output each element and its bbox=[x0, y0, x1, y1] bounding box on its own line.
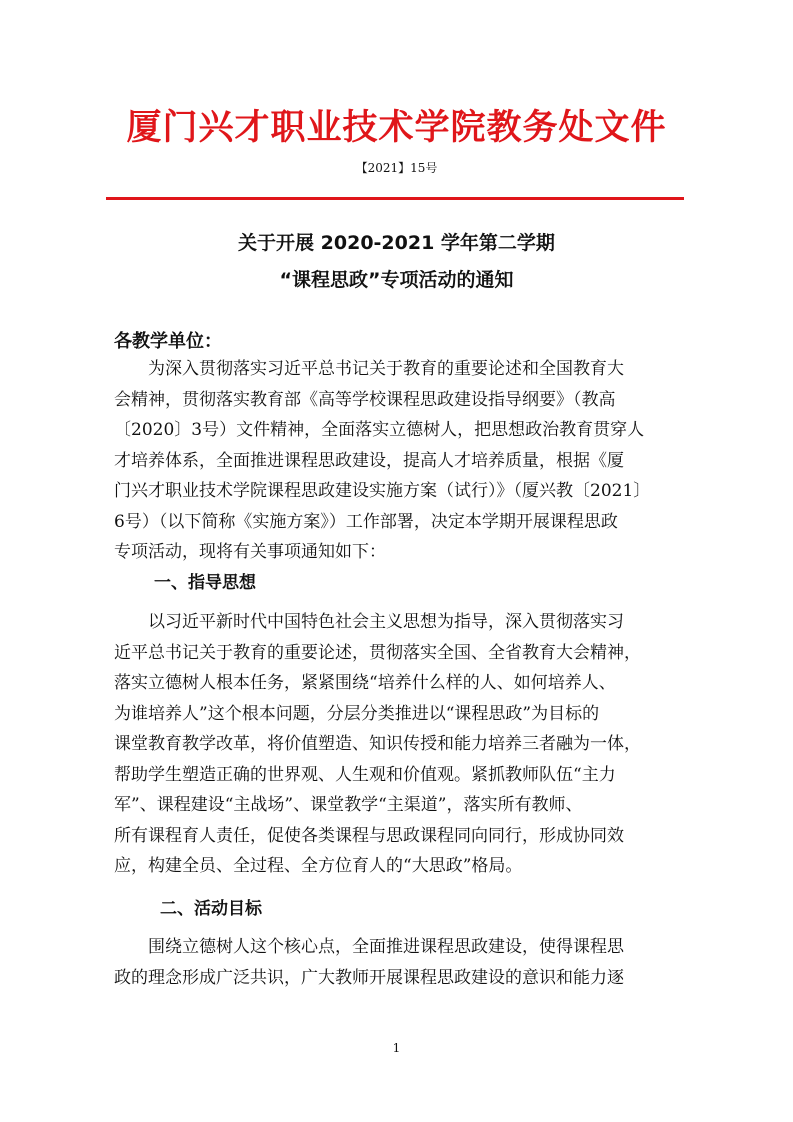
text-line: 应，构建全员、全过程、全方位育人的“大思政”格局。 bbox=[114, 856, 523, 876]
salutation: 各教学单位： bbox=[114, 331, 222, 352]
text-line: 政的理念形成广泛共识，广大教师开展课程思政建设的意识和能力逐 bbox=[114, 967, 624, 988]
text-line: 为谁培养人”这个根本问题，分层分类推进以“课程思政”为目标的 bbox=[114, 703, 600, 724]
guiding-ideology-paragraph bbox=[114, 607, 686, 882]
text-line: 课堂教育教学改革，将价值塑造、知识传授和能力培养三者融为一体， bbox=[114, 734, 641, 754]
text-line: 〔2020〕3号）文件精神，全面落实立德树人，把思想政治教育贯穿人 bbox=[114, 420, 645, 440]
text-line: 军”、课程建设“主战场”、课堂教学“主渠道”，落实所有教师、 bbox=[114, 795, 583, 815]
section-heading-guiding-ideology: 一、指导思想 bbox=[154, 573, 256, 593]
text-line: 专项活动，现将有关事项通知如下： bbox=[114, 542, 386, 562]
text-line: 为深入贯彻落实习近平总书记关于教育的重要论述和全国教育大 bbox=[114, 359, 624, 379]
document-header-title: 厦门兴才职业技术学院教务处文件 bbox=[126, 107, 667, 148]
section-heading-activity-goals: 二、活动目标 bbox=[160, 899, 262, 919]
red-divider-line bbox=[106, 197, 684, 200]
text-line: 门兴才职业技术学院课程思政建设实施方案（试行）》（厦兴教〔2021〕 bbox=[114, 481, 651, 501]
text-line: 帮助学生塑造正确的世界观、人生观和价值观。紧抓教师队伍“主力 bbox=[114, 764, 616, 785]
text-line: 6号）（以下简称《实施方案》）工作部署，决定本学期开展课程思政 bbox=[114, 511, 618, 532]
page-number: 1 bbox=[392, 1041, 401, 1055]
intro-paragraph bbox=[114, 354, 686, 568]
notice-title-line-2: “课程思政”专项活动的通知 bbox=[279, 269, 514, 291]
text-line: 以习近平新时代中国特色社会主义思想为指导，深入贯彻落实习 bbox=[114, 612, 624, 632]
text-line: 落实立德树人根本任务，紧紧围绕“培养什么样的人、如何培养人、 bbox=[114, 673, 616, 693]
text-line: 近平总书记关于教育的重要论述，贯彻落实全国、全省教育大会精神， bbox=[114, 642, 641, 663]
text-line: 所有课程育人责任，促使各类课程与思政课程同向同行，形成协同效 bbox=[114, 825, 624, 846]
text-line: 会精神，贯彻落实教育部《高等学校课程思政建设指导纲要》（教高 bbox=[114, 389, 616, 410]
activity-goals-paragraph bbox=[114, 932, 686, 993]
notice-title-line-1: 关于开展 2020-2021 学年第二学期 bbox=[238, 232, 555, 254]
text-line: 围绕立德树人这个核心点，全面推进课程思政建设，使得课程思 bbox=[114, 937, 624, 957]
document-number: 【2021】15号 bbox=[355, 161, 438, 175]
text-line: 才培养体系，全面推进课程思政建设，提高人才培养质量，根据《厦 bbox=[114, 450, 624, 471]
